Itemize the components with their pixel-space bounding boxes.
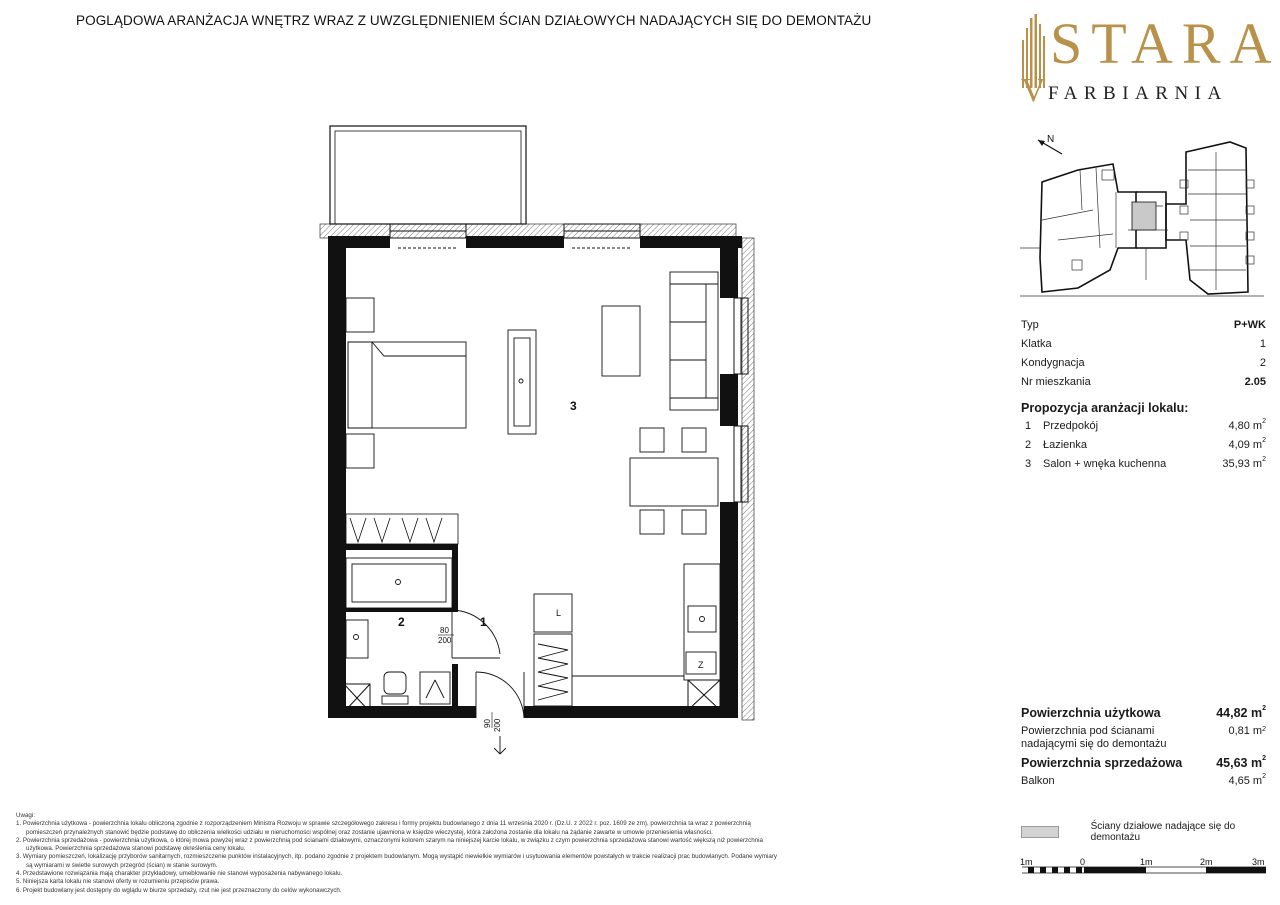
entry-door-width: 90 (483, 719, 492, 728)
exterior-walls (328, 236, 742, 718)
info-label: Kondygnacja (1021, 357, 1085, 369)
info-row-type (1021, 316, 1266, 335)
room-row-hall (1021, 417, 1266, 436)
note-line: 2. Powierzchnia sprzedażowa - powierzchnia użytkowa, o której mowa powyżej wraz z powierzchnią pod ścianami działowymi, oznaczonymi kolorem szarym na niniejszej karcie lokalu, w związku z czym powierzchnia sprzedażowa stanowi wartość większą niż powierzchnia (16, 836, 763, 844)
room-name: Przedpokój (1043, 420, 1099, 432)
note-line: 6. Projekt budowlany jest dostępny do wglądu w biurze sprzedaży, rzut nie jest przeznaczony do celów wykonawczych. (16, 886, 342, 894)
sales-area-value: 45,63 $m^2$ (1216, 755, 1266, 770)
logo-v-text: V (1021, 72, 1046, 109)
scale-label: 2m (1200, 857, 1213, 867)
room-number: 1 (1025, 420, 1032, 432)
note-line: są wymiarami w świetle surowych przegród (ścian) w stanie surowym. (26, 861, 218, 869)
kitchen-fridge (534, 594, 572, 632)
room-area: 35,93 $m^2$ (1222, 456, 1266, 470)
sales-area-label: Powierzchnia sprzedażowa (1021, 756, 1183, 770)
note-line: użytkowa. Powierzchnia sprzedażowa stanowi podstawę określenia ceny lokalu. (26, 845, 246, 853)
north-arrow-icon (1038, 134, 1062, 154)
legend-text: Ściany działowe nadające się do demontażu (1090, 821, 1236, 843)
windows (390, 224, 748, 502)
scale-label: 0 (1080, 857, 1086, 867)
room-name: Łazienka (1043, 439, 1088, 451)
info-value: P+WK (1233, 319, 1266, 331)
wardrobe (346, 514, 458, 544)
room-number: 3 (1025, 458, 1032, 470)
dining-table (630, 428, 718, 534)
bathroom-door (452, 610, 500, 658)
room-number: 2 (1025, 439, 1032, 451)
fridge-label: L (556, 608, 562, 618)
info-value: 1 (1259, 338, 1266, 350)
info-row-apartment-number (1021, 373, 1266, 392)
entry-door (476, 672, 524, 718)
bathtub (346, 558, 452, 608)
entry-door-height: 200 (493, 718, 502, 732)
bathroom-sink (346, 620, 368, 658)
floor-plan (318, 124, 773, 764)
rooms-title: Propozycja aranżacji lokalu: (1021, 401, 1189, 415)
area-summary (1021, 704, 1266, 790)
walls-area-row (1021, 725, 1266, 751)
stara-farbiarnia-logo (1018, 11, 1280, 109)
note-line: 1. Powierzchnia użytkowa - powierzchnia lokalu obliczoną zgodnie z rozporządzeniem Ministra Rozwoju w sprawie szczegółowego zakresu i formy projektu budowlanego z dnia 11 września 2020 r. (Dz.U. z 2022 r. poz. 1609 ze zm), powierzchnia ta wraz z powierzchnią (16, 820, 751, 828)
note-line: 5. Niniejsza karta lokalu nie stanowi oferty w rozumieniu przepisów prawa. (16, 878, 220, 886)
note-line: 4. Przedstawione rozwiązania mają charakter przykładowy, umeblowanie nie stanowi wyposażenia nabywanego lokalu. (16, 870, 343, 878)
apartment-info-table (1021, 316, 1266, 392)
note-line: pomieszczeń przynależnych stanowić będzie podstawę do obliczenia wielkości udziału w nieruchomości wspólnej oraz zostanie ujawniona w księdze wieczystej, która założona zostanie dla lokalu na żądanie zawarte w umowie przeniesienia własności. (26, 828, 713, 836)
balcony (330, 126, 526, 224)
sales-area-row (1021, 754, 1266, 772)
balcony-area-label: Balkon (1021, 775, 1055, 787)
apartment-location-highlight (1132, 202, 1156, 230)
entry-arrow-icon (494, 736, 506, 754)
kitchen-oven (534, 634, 572, 706)
room-label-hall: 1 (480, 615, 487, 629)
note-line: 3. Wymiary pomieszczeń, lokalizację przyborów sanitarnych, rozmieszczenie punktów instalacyjnych, itp. podano zgodnie z projektem budowlanym. Mogą wystąpić niewielkie wymiarów i usytuowania elementów powstałych w trakcie realizacji prac budowlanych. Podane wymiary (16, 853, 777, 861)
room-label-living: 3 (570, 399, 577, 413)
coffee-table (602, 306, 640, 376)
balcony-area-value: 4,65 $m^2$ (1228, 773, 1266, 787)
rooms-list (1021, 417, 1266, 474)
info-label: Typ (1021, 319, 1039, 331)
usable-area-row (1021, 704, 1266, 722)
info-value: 2 (1259, 357, 1266, 369)
scale-bar (1018, 857, 1268, 881)
info-label: Nr mieszkania (1021, 376, 1091, 388)
north-label: N (1047, 134, 1055, 145)
bed (346, 298, 466, 468)
scale-label: 1m (1140, 857, 1153, 867)
sofa (670, 272, 718, 410)
legend-swatch (1021, 826, 1059, 838)
logo-stara-text: STARA (1050, 11, 1280, 76)
scale-label: 1m (1020, 857, 1033, 867)
freezer-label: Z (698, 660, 704, 670)
notes-heading: Uwagi: (16, 812, 35, 819)
info-row-floor (1021, 354, 1266, 373)
room-row-bathroom (1021, 436, 1266, 455)
bathroom-door-width: 80 (440, 626, 449, 635)
tv-console (508, 330, 536, 434)
bathroom-door-height: 200 (438, 636, 452, 645)
walls-area-value: 0,81 $m^2$ (1228, 725, 1266, 737)
toilet (382, 672, 408, 704)
logo-farbiarnia-text: FARBIARNIA (1048, 83, 1228, 104)
walls-area-label: Powierzchnia pod ścianami nadającymi się do demontażu (1021, 725, 1167, 750)
usable-area-label: Powierzchnia użytkowa (1021, 706, 1161, 720)
info-row-staircase (1021, 335, 1266, 354)
building-site-plan (1018, 130, 1266, 302)
room-area: 4,80 $m^2$ (1228, 418, 1266, 432)
info-label: Klatka (1021, 338, 1052, 350)
room-area: 4,09 $m^2$ (1228, 437, 1266, 451)
usable-area-value: 44,82 $m^2$ (1216, 705, 1266, 720)
room-row-living (1021, 455, 1266, 474)
legend (1021, 821, 1266, 843)
notes (16, 812, 986, 895)
page-title: POGLĄDOWA ARANŻACJA WNĘTRZ WRAZ Z UWZGLĘDNIENIEM ŚCIAN DZIAŁOWYCH NADAJĄCYCH SIĘ DO DEMONTAŻU (76, 13, 872, 28)
info-value: 2.05 (1244, 376, 1266, 388)
room-name: Salon + wnęka kuchenna (1043, 458, 1167, 470)
scale-label: 3m (1252, 857, 1265, 867)
room-label-bathroom: 2 (398, 615, 405, 629)
balcony-area-row (1021, 772, 1266, 790)
washing-machine (420, 672, 450, 704)
